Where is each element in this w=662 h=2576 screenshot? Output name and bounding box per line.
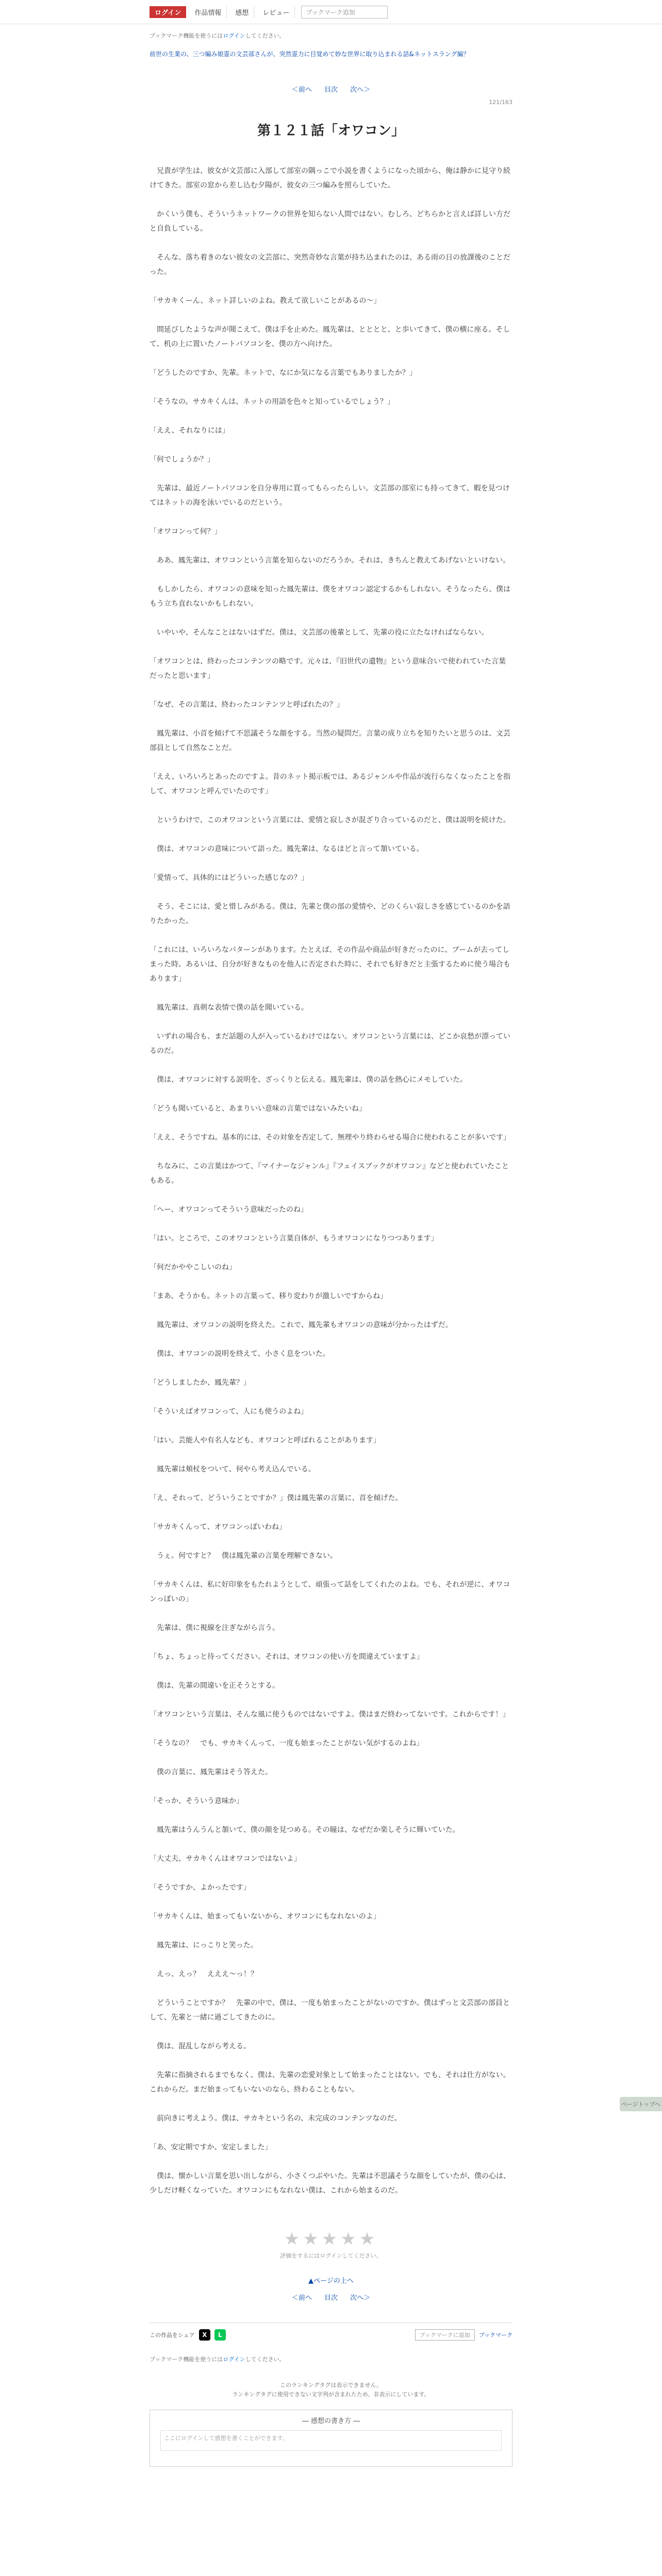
chapter-body — [150, 164, 512, 2198]
rating-area — [150, 2229, 512, 2260]
toc-link[interactable]: 目次 — [324, 86, 338, 94]
body-paragraph: 「サカキくーん、ネット詳しいのよね。教えて欲しいことがあるの～」 — [150, 297, 381, 305]
share-row — [150, 2329, 512, 2341]
bookmark-note2-post: してください。 — [245, 2356, 285, 2363]
add-bookmark-button[interactable]: ブックマークに追加 — [415, 2329, 475, 2341]
line-share-icon[interactable]: L — [214, 2329, 226, 2341]
body-paragraph: 「どうしましたか、鳳先輩？」 — [150, 1379, 251, 1387]
body-paragraph: 僕は、オワコンの意味について語った。鳳先輩は、なるほどと言って頷いている。 — [150, 845, 424, 853]
body-paragraph: 「そうですか、よかったです」 — [150, 1884, 251, 1892]
body-paragraph: ああ、鳳先輩は、オワコンという言葉を知らないのだろうか。それは、きちんと教えてあげないといけない。 — [150, 556, 510, 565]
body-paragraph: えっ、えっ？ えええ～っ！？ — [150, 1970, 258, 1978]
body-paragraph: 「何でしょうか？」 — [150, 455, 214, 464]
body-paragraph: どういうことですか？ 先輩の中で、僕は、一度も始まったことがないのですか。僕はずっと文芸部の部員として、先輩と一緒に過ごしてきたのに。 — [150, 1999, 510, 2022]
bookmark-note-bottom — [150, 2355, 512, 2363]
body-paragraph: 鳳先輩は頬杖をついて、何やら考え込んでいる。 — [150, 1465, 316, 1473]
next-link[interactable]: 次へ＞ — [350, 86, 371, 94]
body-paragraph: 僕は、オワコンに対する説明を、ざっくりと伝える。鳳先輩は、僕の話を熱心にメモしていた。 — [150, 1076, 467, 1084]
prev-link[interactable]: ＜前へ — [291, 86, 312, 94]
chapter-title: 第１２１話「オワコン」 — [257, 123, 405, 139]
nav-item-review[interactable]: レビュー — [257, 6, 295, 18]
body-paragraph: 「まあ、そうかも。ネットの言葉って、移り変わりが激しいですからね」 — [150, 1292, 388, 1300]
body-paragraph: 「へー、オワコンってそういう意味だったのね」 — [150, 1206, 308, 1214]
page-number: 121/163 — [489, 99, 512, 106]
body-paragraph: 先輩は、最近ノートパソコンを自分専用に買ってもらったらしい。文芸部の部室にも持ってきて、暇を見つけてはネットの海を泳いでいるのだという。 — [150, 484, 510, 507]
top-bar — [0, 0, 662, 24]
body-paragraph: 「何だかややこしいのね」 — [150, 1263, 236, 1272]
body-paragraph: 「サカキくんは、私に好印象をもたれようとして、頑張って話をしてくれたのよね。でも、それが逆に、オワコンっぽいの」 — [150, 1581, 510, 1603]
body-paragraph: 「そっか、そういう意味か」 — [150, 1797, 243, 1805]
body-paragraph: 「どうも聞いていると、あまりいい意味の言葉ではないみたいね」 — [150, 1105, 366, 1113]
to-top-link[interactable]: ▲ページの上へ — [308, 2277, 354, 2285]
body-paragraph: 「そういえばオワコンって、人にも使うのよね」 — [150, 1408, 308, 1416]
star-rating-icon[interactable]: ★★★★★ — [284, 2229, 378, 2249]
prev-link-bottom[interactable]: ＜前へ — [291, 2294, 312, 2302]
body-paragraph: 僕は、懐かしい言葉を思い出しながら、小さくつぶやいた。先輩は不思議そうな顔をしていたが、僕の心は、少しだけ軽くなっていた。オワコンにもなれない僕は、これから始まるのだ。 — [150, 2172, 510, 2195]
body-paragraph: 兄貴が学生は、彼女が文芸部に入部して部室の隅っこで小説を書くようになった頃から、俺は静かに見守り続けてきた。部室の窓から差し込む夕陽が、彼女の三つ編みを照らしていた。 — [150, 167, 510, 190]
bookmark-add-box[interactable]: ブックマーク追加 — [301, 6, 388, 19]
ranking-notice — [150, 2381, 512, 2399]
impression-box — [150, 2410, 512, 2467]
body-paragraph: 僕の言葉に、鳳先輩はそう答えた。 — [150, 1768, 272, 1776]
impression-heading: ― 感想の書き方 ― — [302, 2417, 360, 2425]
body-paragraph: かくいう僕も、そういうネットワークの世界を知らない人間ではない。むしろ、どちらかと言えば詳しい方だと自負している。 — [150, 210, 510, 233]
body-paragraph: ちなみに、この言葉はかつて、『マイナーなジャンル』『フェイスブックがオワコン』などと使われていたこともある。 — [150, 1162, 509, 1185]
x-share-icon[interactable]: X — [199, 2329, 210, 2341]
notice-line-2: ランキングタグに使用できない文字列が含まれたため、非表示にしています。 — [232, 2391, 430, 2398]
body-paragraph: 「はい。ところで、このオワコンという言葉自体が、もうオワコンになりつつあります」 — [150, 1234, 438, 1243]
series-title[interactable]: 前世の生業の、三つ編み娘霊の文芸部さんが、突然霊力に目覚めて妙な世界に取り込まれる話&ネットスラング編？ — [150, 50, 470, 58]
rating-note: 評価をするにはログインしてください。 — [280, 2252, 382, 2259]
body-paragraph: というわけで、このオワコンという言葉には、愛情と寂しさが混ざり合っているのだと、僕は説明を続けた。 — [150, 816, 510, 824]
body-paragraph: 「え、それって、どういうことですか？」僕は鳳先輩の言葉に、首を傾げた。 — [150, 1494, 403, 1502]
bookmark-button[interactable]: ブックマーク — [478, 2332, 512, 2338]
login-button[interactable]: ログイン — [150, 6, 186, 18]
body-paragraph: 「あ、安定期ですか、安定しました」 — [150, 2143, 272, 2151]
body-paragraph: 鳳先輩は、にっこりと笑った。 — [150, 1941, 258, 1950]
body-paragraph: 「どうしたのですか、先輩。ネットで、なにか気になる言葉でもありましたか？」 — [150, 369, 417, 377]
main-content — [150, 31, 512, 2467]
body-paragraph: 「はい。芸能人や有名人なども、オワコンと呼ばれることがあります」 — [150, 1436, 380, 1445]
body-paragraph: 僕は、混乱しながら考える。 — [150, 2042, 251, 2050]
body-paragraph: 鳳先輩は、オワコンの説明を終えた。これで、鳳先輩もオワコンの意味が分かったはずだ。 — [150, 1321, 453, 1329]
body-paragraph: 先輩に指摘されるまでもなく、僕は、先輩の恋愛対象として始まったことはない。でも、それは仕方がない。これからだ。まだ始まってもいないのなら、終わることもない。 — [150, 2071, 510, 2094]
share-label: この作品をシェア — [150, 2332, 195, 2338]
body-paragraph: 「オワコンという言葉は、そんな風に使うものではないですよ。僕はまだ終わってないです。これからです！」 — [150, 1710, 510, 1719]
bookmark-note-post: してください。 — [245, 32, 285, 39]
login-link-bottom[interactable]: ログイン — [223, 2356, 245, 2363]
body-paragraph: 鳳先輩は、小首を傾げて不思議そうな顔をする。当然の疑問だ。言葉の成り立ちを知りたいと思うのは、文芸部員として自然なことだ。 — [150, 730, 510, 752]
body-paragraph: 「大丈夫、サカキくんはオワコンではないよ」 — [150, 1855, 301, 1863]
share-actions — [415, 2329, 512, 2341]
notice-line-1: このランキングタグは表示できません。 — [279, 2382, 383, 2388]
body-paragraph: そんな、落ち着きのない彼女の文芸部に、突然奇妙な言葉が持ち込まれたのは、ある雨の日の放課後のことだった。 — [150, 253, 510, 276]
body-paragraph: 間延びしたような声が聞こえて、僕は手を止めた。鳳先輩は、とととと、と歩いてきて、僕の横に座る。そして、机の上に置いたノートパソコンを、僕の方へ向けた。 — [150, 326, 510, 348]
body-paragraph: 「そうなの？ でも、サカキくんって、一度も始まったことがない気がするのよね」 — [150, 1739, 424, 1748]
login-link[interactable]: ログイン — [223, 32, 245, 39]
page-top-button[interactable]: ページトップへ — [620, 2097, 662, 2111]
chapter-nav-bottom — [150, 2275, 512, 2302]
body-paragraph: そう、そこには、愛と惜しみがある。僕は、先輩と僕の部の愛情や、どのくらい寂しさを感じているのかを語りたかった。 — [150, 903, 510, 925]
nav-item-info[interactable]: 作品情報 — [189, 6, 227, 18]
body-paragraph: うぇ。何ですと？ 僕は鳳先輩の言葉を理解できない。 — [150, 1552, 337, 1560]
body-paragraph: 僕は、先輩の間違いを正そうとする。 — [150, 1682, 279, 1690]
body-paragraph: 「オワコンとは、終わったコンテンツの略です。元々は、『旧世代の遺物』という意味合いで使われていた言葉だったと思います」 — [150, 657, 506, 680]
body-paragraph: もしかしたら、オワコンの意味を知った鳳先輩は、僕をオワコン認定するかもしれない。そうなったら、僕はもう立ち直れないかもしれない。 — [150, 585, 510, 608]
body-paragraph: 「サカキくんは、始まってもいないから、オワコンにもなれないのよ」 — [150, 1912, 380, 1921]
bookmark-note-pre: ブックマーク機能を使うには — [150, 32, 223, 39]
body-paragraph: 「そうなの。サカキくんは、ネットの用語を色々と知っているでしょう？」 — [150, 398, 395, 406]
body-paragraph: 鳳先輩は、真剣な表情で僕の話を聞いている。 — [150, 1004, 308, 1012]
body-paragraph: いずれの場合も、まだ話題の人が入っているわけではない。オワコンという言葉には、どこか哀愁が漂っているのだ。 — [150, 1032, 510, 1055]
body-paragraph: 「オワコンって何？」 — [150, 528, 222, 536]
toc-link-bottom[interactable]: 目次 — [324, 2294, 338, 2302]
body-paragraph: 僕は、オワコンの説明を終えて、小さく息をついた。 — [150, 1350, 330, 1358]
body-paragraph: 「サカキくんって、オワコンっぽいわね」 — [150, 1523, 287, 1531]
nav-item-impressions[interactable]: 感想 — [230, 6, 254, 18]
bookmark-note2-pre: ブックマーク機能を使うには — [150, 2356, 223, 2363]
body-paragraph: 「ええ、いろいろとあったのですよ。昔のネット掲示板では、あるジャンルや作品が流行らなくなったことを指して、オワコンと呼んでいたのです」 — [150, 773, 511, 795]
body-paragraph: 「なぜ、その言葉は、終わったコンテンツと呼ばれたの？」 — [150, 701, 344, 709]
body-paragraph: 「ええ、それなりには」 — [150, 427, 229, 435]
impression-input[interactable]: ここにログインして感想を書くことができます。 — [160, 2430, 502, 2451]
body-paragraph: 前向きに考えよう。僕は、サカキという名の、未完成のコンテンツなのだ。 — [150, 2114, 402, 2123]
body-paragraph: 「これには、いろいろなパターンがあります。たとえば、その作品や商品が好きだったのに、ブームが去ってしまった時。あるいは、自分が好きなものを他人に否定された時に、それでも好きだと主張するために使う場合もあります」 — [150, 946, 510, 983]
body-paragraph: 鳳先輩はうんうんと頷いて、僕の顔を見つめる。その瞳は、なぜだか楽しそうに輝いていた。 — [150, 1826, 460, 1834]
body-paragraph: 「ちょ、ちょっと待ってください。それは、オワコンの使い方を間違えていますよ」 — [150, 1653, 424, 1661]
body-paragraph: 「ええ、そうですね。基本的には、その対象を否定して、無理やり終わらせる場合に使われることが多いです」 — [150, 1133, 511, 1142]
next-link-bottom[interactable]: 次へ＞ — [350, 2294, 371, 2302]
body-paragraph: いやいや、そんなことはないはずだ。僕は、文芸部の後輩として、先輩の役に立たなければならない。 — [150, 629, 489, 637]
body-paragraph: 先輩は、僕に視線を注ぎながら言う。 — [150, 1624, 279, 1632]
body-paragraph: 「愛情って、具体的にはどういった感じなの？」 — [150, 874, 308, 882]
chapter-nav-top — [150, 84, 512, 94]
bookmark-note — [150, 31, 512, 40]
